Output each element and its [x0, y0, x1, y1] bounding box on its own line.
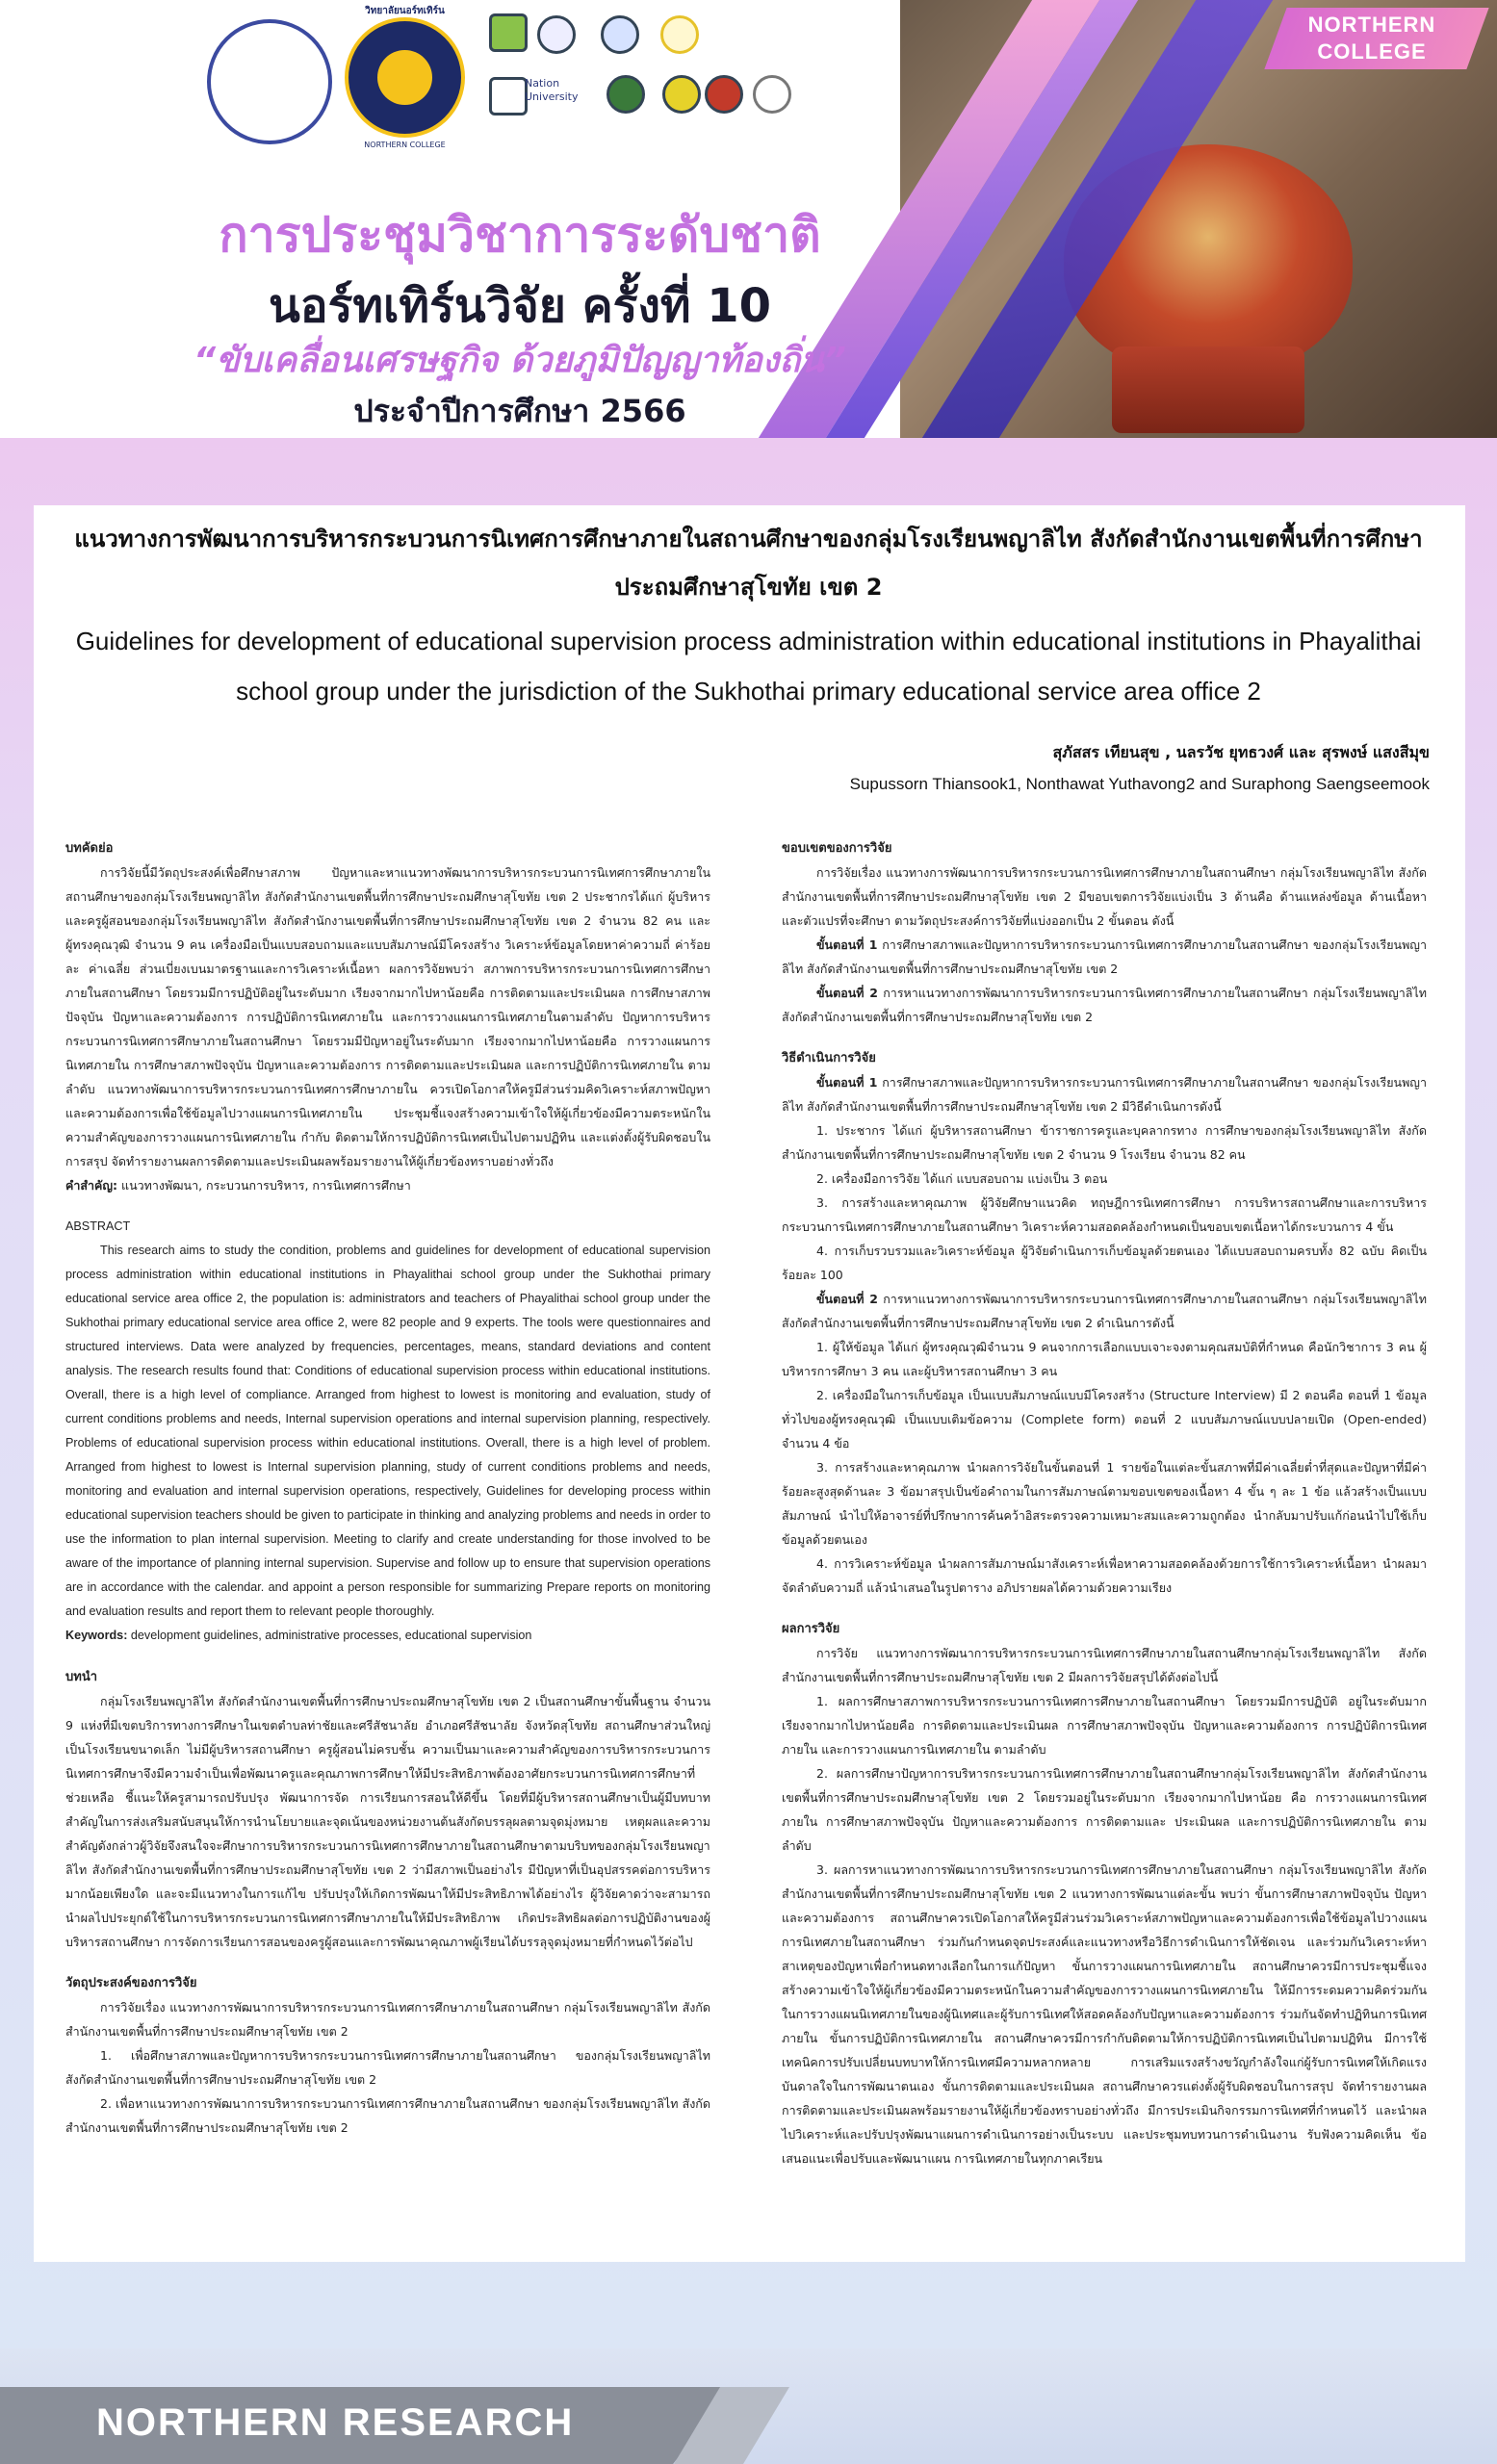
method-item: 1. ผู้ให้ข้อมูล ได้แก่ ผู้ทรงคุณวุฒิจำนวน 9 คนจากการเลือกแบบเจาะจงตามคุณสมบัติที่กำหนด คือนักวิชาการ 3 คน ผู้บริหารการศึกษา 3 คน และผู้บริหารสถานศึกษา 3 คน: [782, 1340, 1427, 1378]
method-item: 4. การเก็บรวบรวมและวิเคราะห์ข้อมูล ผู้วิจัยดำเนินการเก็บข้อมูลด้วยตนเอง ได้แบบสอบถามครบทั้ง 82 ฉบับ คิดเป็นร้อยละ 100: [782, 1244, 1427, 1282]
scope-step: [782, 981, 1427, 1029]
section-heading: ผลการวิจัย: [782, 1622, 840, 1636]
results-item: 2. ผลการศึกษาปัญหาการบริหารกระบวนการนิเทศการศึกษาภายในสถานศึกษากลุ่มโรงเรียนพญาลิไท สังกัดสำนักงานเขตพื้นที่การศึกษาประถมศึกษาสุโขทัย เขต 2 โดยรวมอยู่ในระดับมาก เรียงจากมากไปหาน้อย คือ การวางแผนการนิเทศภายใน การศึกษาสภาพปัจจุบัน ปัญหาและความต้องการ การติดตามและ ประเมินผล และการปฏิบัติการนิเทศภายใน ตามลำดับ: [782, 1766, 1427, 1853]
section-heading: วัตถุประสงค์ของการวิจัย: [65, 1976, 197, 1990]
authors-thai: สุภัสสร เทียนสุข , นลรวัช ยุทธวงศ์ และ สุรพงษ์ แสงสีมุข: [1052, 743, 1430, 761]
conference-title: การประชุมวิชาการระดับชาติ: [219, 207, 821, 263]
keywords-value: แนวทางพัฒนา, กระบวนการบริหาร, การนิเทศการศึกษา: [121, 1178, 411, 1193]
authors-english: Supussorn Thiansook1, Nonthawat Yuthavong2 and Suraphong Saengseemook: [849, 775, 1430, 793]
corner-badge-label: NORTHERN COLLEGE: [1307, 13, 1436, 64]
objective-intro: การวิจัยเรื่อง แนวทางการพัฒนาการบริหารกระบวนการนิเทศการศึกษาภายในสถานศึกษา กลุ่มโรงเรียนพญาลิไท สังกัดสำนักงานเขตพื้นที่การศึกษาประถมศึกษาสุโขทัย เขต 2: [65, 2000, 710, 2039]
partner-logo: [601, 15, 639, 54]
keywords-label: คำสำคัญ:: [65, 1178, 118, 1193]
left-column: [65, 833, 710, 2140]
method-item: 3. การสร้างและหาคุณภาพ นำผลการวิจัยในขั้นตอนที่ 1 รายข้อในแต่ละขั้นสภาพที่มีค่าเฉลี่ยต่ำที่สุดและปัญหาที่มีค่าร้อยละสูงสุดด้านละ 3 ข้อมาสรุปเป็นข้อคำถามในการสัมภาษณ์ตามขอบเขตของเนื้อหา 4 ขั้น ๆ ละ 1 ข้อ แล้วสร้างเป็นแบบสัมภาษณ์ นำไปให้อาจารย์ที่ปรึกษาการค้นคว้าอิสระตรวจความเหมาะสมและความถูกต้อง นำกลับมาปรับแก้ก่อนนำไปใช้เก็บข้อมูลด้วยตนเอง: [782, 1460, 1427, 1547]
right-column: [782, 833, 1427, 2170]
nation-university-logo-text: Nation University: [525, 77, 579, 103]
section-heading: วิธีดำเนินการวิจัย: [782, 1051, 876, 1065]
partner-logo: [662, 75, 701, 114]
step-label: ขั้นตอนที่ 2: [816, 986, 878, 1000]
northern-college-logo-text-th: วิทยาลัยนอร์ทเทิร์น: [365, 6, 445, 16]
section-heading: ABSTRACT: [65, 1219, 131, 1233]
step-text: การหาแนวทางการพัฒนาการบริหารกระบวนการนิเทศการศึกษาภายในสถานศึกษา กลุ่มโรงเรียนพญาลิไท สังกัดสำนักงานเขตพื้นที่การศึกษาประถมศึกษาสุโขทัย เขต 2 ดำเนินการดังนี้: [782, 1292, 1427, 1330]
step-label: ขั้นตอนที่ 1: [816, 1075, 878, 1090]
partner-logo: [489, 13, 528, 52]
paper-title-thai: แนวทางการพัฒนาการบริหารกระบวนการนิเทศการศึกษาภายในสถานศึกษาของกลุ่มโรงเรียนพญาลิไท สังกัดสำนักงานเขตพื้นที่การศึกษาประถมศึกษาสุโขทัย เขต 2: [74, 526, 1423, 601]
method-item: 4. การวิเคราะห์ข้อมูล นำผลการสัมภาษณ์มาสังเคราะห์เพื่อหาความสอดคล้องด้วยการใช้การวิเคราะห์เนื้อหา นำผลมาจัดลำดับความถี่ แล้วนำเสนอในรูปตาราง อภิปรายผลได้ความด้วยความเรียง: [782, 1556, 1427, 1595]
northern-college-logo-text-en: NORTHERN COLLEGE: [364, 141, 446, 149]
scope-step: [782, 933, 1427, 981]
header-banner: [0, 0, 1497, 438]
method-item: 1. ประชากร ได้แก่ ผู้บริหารสถานศึกษา ข้าราชการครูและบุคลากรทาง การศึกษาของกลุ่มโรงเรียนพญาลิไท สังกัดสำนักงานเขตพื้นที่การศึกษาประถมศึกษาสุโขทัย เขต 2 จำนวน 9 โรงเรียน จำนวน 82 คน: [782, 1123, 1427, 1162]
university-seal-logo: [207, 19, 332, 144]
method-step: [782, 1070, 1427, 1118]
results-intro: การวิจัย แนวทางการพัฒนาการบริหารกระบวนการนิเทศการศึกษาภายในสถานศึกษากลุ่มโรงเรียนพญาลิไท สังกัดสำนักงานเขตพื้นที่การศึกษาประถมศึกษาสุโขทัย เขต 2 มีผลการวิจัยสรุปได้ดังต่อไปนี้: [782, 1646, 1427, 1684]
partner-logo: [705, 75, 743, 114]
keywords-value: development guidelines, administrative processes, educational supervision: [130, 1629, 532, 1642]
section-heading: บทนำ: [65, 1670, 98, 1684]
abstract-english: This research aims to study the condition, problems and guidelines for development of educational supervision process administration within educational institutions in Phayalithai school group under the Sukhothai primary educational service area office 2, the population is: administrators and teachers of Phayalithai school group under the Sukhothai primary educational service area office 2, were 82 people and 9 experts. The tools were questionnaires and structured interviews. Data were analyzed by frequencies, percentages, means, standard deviations and content analysis. The research results found that: Conditions of educational supervision process within educational institutions. Overall, there is a high level of compliance. Arranged from highest to lowest is monitoring and evaluation, study of current conditions problems and needs, Internal supervision operations and internal supervision planning, respectively. Problems of educational supervision process within educational institutions. Overall, there is a high level of problem. Arranged from highest to lowest is Internal supervision planning, study of current conditions problems and needs, monitoring and evaluation and internal supervision operations, respectively, Guidelines for developing process within educational supervision teachers should be given to participate in thinking and analyzing problems and needs in order to use the information to plan internal supervision. Meeting to clarify and create understanding for those involved to be aware of the importance of planning internal supervision. Supervise and follow up to ensure that supervision operations are in accordance with the calendar. and appoint a person responsible for summarizing Prepare reports on monitoring and evaluation results and report them to relevant people thoroughly.: [65, 1244, 710, 1618]
introduction-text: กลุ่มโรงเรียนพญาลิไท สังกัดสำนักงานเขตพื้นที่การศึกษาประถมศึกษาสุโขทัย เขต 2 เป็นสถานศึกษาขั้นพื้นฐาน จำนวน 9 แห่งที่มีเขตบริการทางการศึกษาในเขตตำบลท่าชัยและศรีสัชนาลัย อำเภอศรีสัชนาลัย จังหวัดสุโขทัย สถานศึกษาส่วนใหญ่เป็นโรงเรียนขนาดเล็ก ไม่มีผู้บริหารสถานศึกษา ครูผู้สอนไม่ครบชั้น ความเป็นมาและความสำคัญของการบริหารกระบวนการนิเทศการศึกษาจึงมีความจำเป็นเพื่อพัฒนาครูและคุณภาพการศึกษาให้มีประสิทธิภาพต้องอาศัยกระบวนการนิเทศการศึกษาที่ช่วยเหลือ ชี้แนะให้ครูสามารถปรับปรุง พัฒนาการจัด การเรียนการสอนให้ดีขึ้น โดยที่มีผู้บริหารสถานศึกษาเป็นผู้มีบทบาทสำคัญในการส่งเสริมสนับสนุนให้การนำนโยบายและจุดเน้นของหน่วยงานต้นสังกัดบรรลุผลตามจุดมุ่งหมาย เหตุผลและความสำคัญดังกล่าวผู้วิจัยจึงสนใจจะศึกษาการบริหารกระบวนการนิเทศการศึกษาภายในสถานศึกษาตามบริบทของกลุ่มโรงเรียนพญาลิไท สังกัดสำนักงานเขตพื้นที่การศึกษาประถมศึกษาสุโขทัย เขต 2 ว่ามีสภาพเป็นอย่างไร มีปัญหาที่เป็นอุปสรรคต่อการบริหารมากน้อยเพียงใด และจะมีแนวทางในการแก้ไข ปรับปรุงให้เกิดการพัฒนาให้มีประสิทธิภาพได้อย่างไร ผู้วิจัยคาดว่าจะสามารถนำผลไปประยุกต์ใช้ในการบริหารกระบวนการนิเทศการศึกษาภายในให้มีประสิทธิภาพ เกิดประสิทธิผลต่อการปฏิบัติงานของผู้บริหารสถานศึกษา การจัดการเรียนการสอนของครูผู้สอนและการพัฒนาคุณภาพผู้เรียนได้บรรลุจุดมุ่งหมายที่กำหนดไว้ต่อไป: [65, 1694, 710, 1949]
step-text: การหาแนวทางการพัฒนาการบริหารกระบวนการนิเทศการศึกษาภายในสถานศึกษา กลุ่มโรงเรียนพญาลิไท สังกัดสำนักงานเขตพื้นที่การศึกษาประถมศึกษาสุโขทัย เขต 2: [782, 986, 1427, 1024]
partner-logo: [607, 75, 645, 114]
scope-intro: การวิจัยเรื่อง แนวทางการพัฒนาการบริหารกระบวนการนิเทศการศึกษาภายในสถานศึกษา กลุ่มโรงเรียนพญาลิไท สังกัดสำนักงานเขตพื้นที่การศึกษาประถมศึกษาสุโขทัย เขต 2 มีขอบเขตการวิจัยแบ่งเป็น 3 ด้านคือ ด้านแหล่งข้อมูล ด้านเนื้อหา และตัวแปรที่จะศึกษา ตามวัตถุประสงค์การวิจัยที่แบ่งออกเป็น 2 ขั้นตอน ดังนี้: [782, 865, 1427, 928]
step-label: ขั้นตอนที่ 2: [816, 1292, 878, 1306]
partner-logo: [660, 15, 699, 54]
objective-item: 1. เพื่อศึกษาสภาพและปัญหาการบริหารกระบวนการนิเทศการศึกษาภายในสถานศึกษา ของกลุ่มโรงเรียนพญาลิไท สังกัดสำนักงานเขตพื้นที่การศึกษาประถมศึกษาสุโขทัย เขต 2: [65, 2048, 710, 2087]
conference-theme: “ขับเคลื่อนเศรษฐกิจ ด้วยภูมิปัญญาท้องถิ่น”: [194, 341, 846, 380]
partner-logo: [489, 77, 528, 116]
step-text: การศึกษาสภาพและปัญหาการบริหารกระบวนการนิเทศการศึกษาภายในสถานศึกษา ของกลุ่มโรงเรียนพญาลิไท สังกัดสำนักงานเขตพื้นที่การศึกษาประถมศึกษาสุโขทัย เขต 2: [782, 937, 1427, 976]
partner-logo: [537, 15, 576, 54]
section-heading: บทคัดย่อ: [65, 841, 114, 856]
method-step: [782, 1287, 1427, 1335]
section-heading: ขอบเขตของการวิจัย: [782, 841, 892, 856]
keywords-english: [65, 1624, 710, 1648]
conference-subtitle: นอร์ทเทิร์นวิจัย ครั้งที่ 10: [268, 279, 772, 333]
northern-college-logo: [345, 17, 465, 138]
paper-title-english: Guidelines for development of educational supervision process administration within educational institutions in Phayalithai school group under the jurisdiction of the Sukhothai primary educational service area office 2: [75, 627, 1422, 706]
objective-item: 2. เพื่อหาแนวทางการพัฒนาการบริหารกระบวนการนิเทศการศึกษาภายในสถานศึกษา ของกลุ่มโรงเรียนพญาลิไท สังกัดสำนักงานเขตพื้นที่การศึกษาประถมศึกษาสุโขทัย เขต 2: [65, 2096, 710, 2135]
footer-label: NORTHERN RESEARCH: [96, 2401, 575, 2444]
keywords-thai: [65, 1173, 710, 1197]
conference-year: ประจำปีการศึกษา 2566: [353, 393, 686, 429]
keywords-label: Keywords:: [65, 1629, 128, 1642]
method-item: 3. การสร้างและหาคุณภาพ ผู้วิจัยศึกษาแนวคิด ทฤษฎีการนิเทศการศึกษา การบริหารสถานศึกษาและการบริหารกระบวนการนิเทศการศึกษาภายในสถานศึกษา วิเคราะห์ความสอดคล้องกำหนดเป็นขอบเขตเนื้อหาได้กระบวนการ 4 ขั้น: [782, 1195, 1427, 1234]
method-item: 2. เครื่องมือในการเก็บข้อมูล เป็นแบบสัมภาษณ์แบบมีโครงสร้าง (Structure Interview) มี 2 ตอนคือ ตอนที่ 1 ข้อมูลทั่วไปของผู้ทรงคุณวุฒิ เป็นแบบเติมข้อความ (Complete form) ตอนที่ 2 แบบสัมภาษณ์แบบปลายเปิด (Open-ended) จำนวน 4 ข้อ: [782, 1388, 1427, 1450]
results-item: 1. ผลการศึกษาสภาพการบริหารกระบวนการนิเทศการศึกษาภายในสถานศึกษา โดยรวมมีการปฏิบัติ อยู่ในระดับมาก เรียงจากมากไปหาน้อยคือ การติดตามและประเมินผล การศึกษาสภาพปัจจุบัน ปัญหาและความต้องการ การปฏิบัติการนิเทศภายใน และการวางแผนการนิเทศภายใน ตามลำดับ: [782, 1694, 1427, 1757]
step-label: ขั้นตอนที่ 1: [816, 937, 878, 952]
bowl-base-image: [1112, 346, 1304, 433]
partner-logo: [753, 75, 791, 114]
method-item: 2. เครื่องมือการวิจัย ได้แก่ แบบสอบถาม แบ่งเป็น 3 ตอน: [816, 1171, 1108, 1186]
step-text: การศึกษาสภาพและปัญหาการบริหารกระบวนการนิเทศการศึกษาภายในสถานศึกษา ของกลุ่มโรงเรียนพญาลิไท สังกัดสำนักงานเขตพื้นที่การศึกษาประถมศึกษาสุโขทัย เขต 2 มีวิธีดำเนินการดังนี้: [782, 1075, 1427, 1114]
results-item: 3. ผลการหาแนวทางการพัฒนาการบริหารกระบวนการนิเทศการศึกษาภายในสถานศึกษา กลุ่มโรงเรียนพญาลิไท สังกัดสำนักงานเขตพื้นที่การศึกษาประถมศึกษาสุโขทัย เขต 2 แนวทางการพัฒนาแต่ละขั้น พบว่า ขั้นการศึกษาสภาพปัจจุบัน ปัญหาและความต้องการ สถานศึกษาควรเปิดโอกาสให้ครูมีส่วนร่วมวิเคราะห์สภาพปัญหาและความต้องการเพื่อใช้ข้อมูลไปวางแผนการนิเทศภายในสถานศึกษา ร่วมกันกำหนดจุดประสงค์และแนวทางหรือวิธีการดำเนินการให้ชัดเจน และร่วมกันวิเคราะห์หาสาเหตุของปัญหาเพื่อกำหนดทางเลือกในการแก้ปัญหา ขั้นการวางแผนการนิเทศภายใน สถานศึกษาควรมีการประชุมชี้แจงสร้างความเข้าใจให้ผู้เกี่ยวข้องมีความตระหนักในความสำคัญของการวางแผนการนิเทศภายใน ให้มีการระดมความคิดร่วมกันในการวางแผนนิเทศภายในของผู้นิเทศและผู้รับการนิเทศให้สอดคล้องกับปัญหาและความต้องการ ร่วมกันจัดทำปฏิทินการนิเทศภายใน ขั้นการปฏิบัติการนิเทศภายใน สถานศึกษาควรมีการกำกับติดตามให้การปฏิบัติการนิเทศเป็นไปตามปฏิทิน มีการใช้เทคนิคการปรับเปลี่ยนบทบาทให้การนิเทศมีความหลากหลาย การเสริมแรงสร้างขวัญกำลังใจแก่ผู้รับการนิเทศให้เกิดแรงบันดาลใจในการพัฒนาตนเอง ขั้นการติดตามและประเมินผล สถานศึกษาควรแต่งตั้งผู้รับผิดชอบในการสรุป จัดทำรายงานผลการติดตามและประเมินผลพร้อมรายงานให้ผู้เกี่ยวข้องทราบอย่างทั่วถึง มีการประเมินกิจกรรมการนิเทศที่กำหนดไว้ และนำผลไปวิเคราะห์และปรับปรุงพัฒนาแผนการดำเนินการอย่างเป็นระบบ และประชุมทบทวนการดำเนินงาน รับฟังความคิดเห็น ข้อเสนอแนะเพื่อปรับและพัฒนาแผน การนิเทศภายในทุกภาคเรียน: [782, 1862, 1427, 2166]
abstract-thai: การวิจัยนี้มีวัตถุประสงค์เพื่อศึกษาสภาพ ปัญหาและหาแนวทางพัฒนาการบริหารกระบวนการนิเทศการศึกษาภายในสถานศึกษาของกลุ่มโรงเรียนพญาลิไท สังกัดสำนักงานเขตพื้นที่การศึกษาประถมศึกษาสุโขทัย เขต 2 ประชากรได้แก่ ผู้บริหารและครูผู้สอนของกลุ่มโรงเรียนพญาลิไท สังกัดสำนักงานเขตพื้นที่การศึกษาประถมศึกษาสุโขทัย เขต 2 จำนวน 82 คน และผู้ทรงคุณวุฒิ จำนวน 9 คน เครื่องมือเป็นแบบสอบถามและแบบสัมภาษณ์มีโครงสร้าง วิเคราะห์ข้อมูลโดยหาค่าความถี่ ค่าร้อยละ ค่าเฉลี่ย ส่วนเบี่ยงเบนมาตรฐานและการวิเคราะห์เนื้อหา ผลการวิจัยพบว่า สภาพการบริหารกระบวนการนิเทศการศึกษาภายในสถานศึกษา โดยรวมมีการปฏิบัติอยู่ในระดับมาก เรียงจากมากไปหาน้อยคือ การติดตามและประเมินผล การศึกษาสภาพปัจจุบัน ปัญหาและความต้องการ การปฏิบัติการนิเทศภายใน และการวางแผนการนิเทศภายในตามลำดับ ปัญหาการบริหารกระบวนการนิเทศการศึกษาภายในสถานศึกษา โดยรวมมีปัญหาอยู่ในระดับมาก เรียงจากมากไปหาน้อยคือ การวางแผนการนิเทศภายใน การศึกษาสภาพปัจจุบัน ปัญหาและความต้องการ การติดตามและประเมินผล และการปฏิบัติการนิเทศภายใน ตามลำดับ แนวทางพัฒนาการบริหารกระบวนการนิเทศการศึกษาภายใน ควรเปิดโอกาสให้ครูมีส่วนร่วมคิดวิเคราะห์สภาพปัญหาและความต้องการเพื่อใช้ข้อมูลไปวางแผนการนิเทศภายใน ประชุมชี้แจงสร้างความเข้าใจให้ผู้เกี่ยวข้องมีความตระหนักในความสำคัญของการวางแผนการนิเทศภายใน กำกับ ติดตามให้การปฏิบัติการนิเทศเป็นไปตามปฏิทิน และแต่งตั้งผู้รับผิดชอบในการสรุป จัดทำรายงานผลการติดตามและประเมินผลพร้อมรายงานให้ผู้เกี่ยวข้องทราบอย่างทั่วถึง: [65, 865, 710, 1168]
